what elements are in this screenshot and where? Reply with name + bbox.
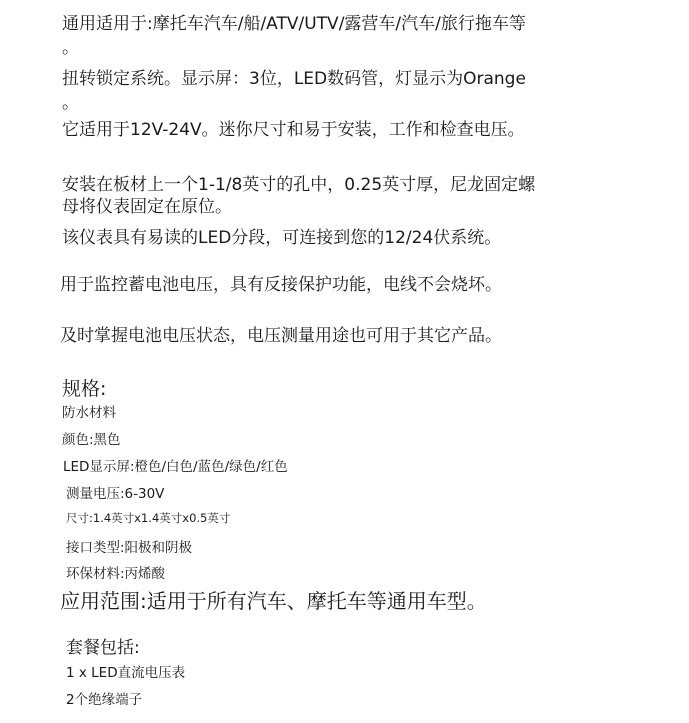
spec-eco-material: 环保材料:丙烯酸 <box>66 566 166 582</box>
spec-interface: 接口类型:阳极和阴极 <box>66 540 193 556</box>
compat-text-line1: 通用适用于:摩托车汽车/船/ATV/UTV/露营车/汽车/旅行拖车等 <box>62 14 526 34</box>
spec-led-display: LED显示屏:橙色/白色/蓝色/绿色/红色 <box>63 459 288 475</box>
monitor-text: 用于监控蓄电池电压，具有反接保护功能，电线不会烧坏。 <box>60 275 502 295</box>
led-segment-text: 该仪表具有易读的LED分段，可连接到您的12/24伏系统。 <box>62 228 502 248</box>
voltage-range-text: 它适用于12V-24V。迷你尺寸和易于安装，工作和检查电压。 <box>62 120 525 140</box>
usage-text: 及时掌握电池电压状态，电压测量用途也可用于其它产品。 <box>60 326 502 346</box>
application-scope: 应用范围:适用于所有汽车、摩托车等通用车型。 <box>60 589 487 613</box>
package-item-terminals: 2个绝缘端子 <box>66 692 143 708</box>
specs-heading: 规格: <box>62 378 107 400</box>
display-text-line2: 。 <box>62 93 79 113</box>
install-text-line1: 安装在板材上一个1-1/8英寸的孔中，0.25英寸厚，尼龙固定螺 <box>62 175 536 195</box>
spec-size: 尺寸:1.4英寸x1.4英寸x0.5英寸 <box>66 511 231 525</box>
compat-text-line2: 。 <box>62 38 79 58</box>
install-text-line2: 母将仪表固定在原位。 <box>62 197 232 217</box>
package-heading: 套餐包括: <box>66 638 140 658</box>
spec-measure-voltage: 测量电压:6-30V <box>66 486 165 502</box>
spec-waterproof: 防水材料 <box>62 405 116 421</box>
package-item-voltmeter: 1 x LED直流电压表 <box>66 665 186 681</box>
spec-color: 颜色:黑色 <box>62 432 121 448</box>
display-text-line1: 扭转锁定系统。显示屏：3位，LED数码管，灯显示为Orange <box>62 69 526 89</box>
